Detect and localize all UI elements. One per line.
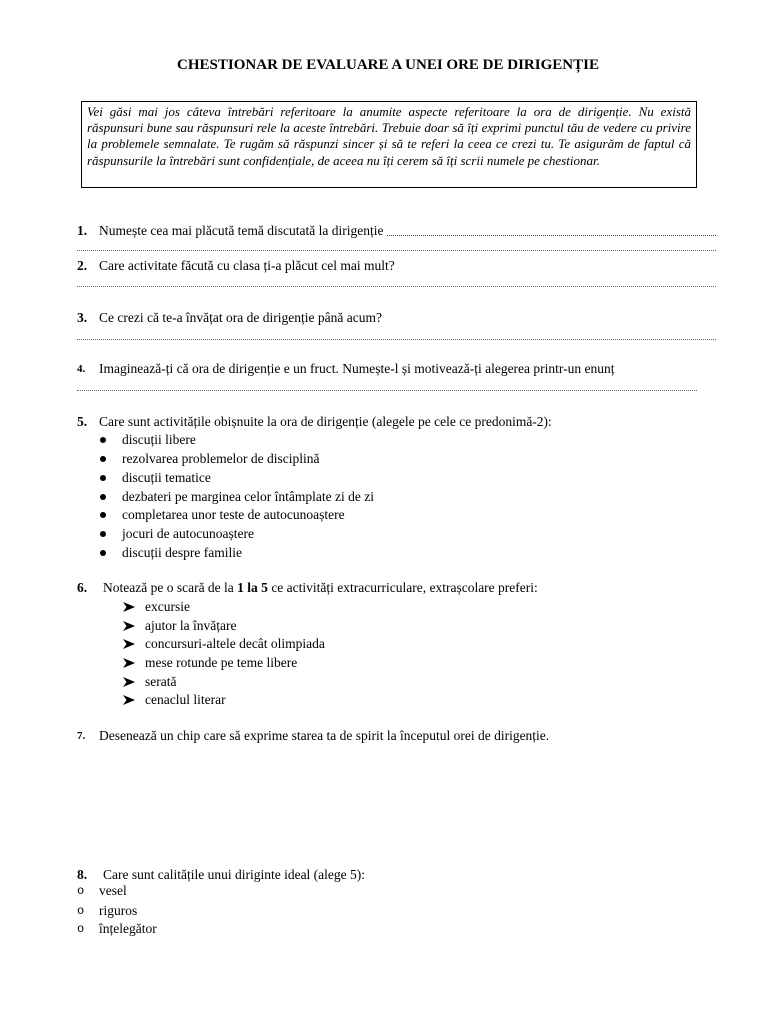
option-text: completarea unor teste de autocunoaștere	[122, 507, 345, 522]
bullet-icon	[100, 456, 106, 462]
page-title: CHESTIONAR DE EVALUARE A UNEI ORE DE DIRIGENȚIE	[177, 57, 599, 73]
option-text: concursuri-altele decât olimpiada	[145, 636, 325, 651]
question-text: Care sunt calitățile unui diriginte ideal (alege 5):	[103, 867, 366, 882]
option-text: mese rotunde pe teme libere	[145, 655, 298, 670]
question-text: Desenează un chip care să exprime starea ta de spirit la începutul orei de dirigenție.	[99, 728, 550, 743]
arrowhead-icon	[123, 695, 135, 705]
question-number: 5.	[77, 414, 88, 429]
option-text: cenaclul literar	[145, 692, 226, 707]
question-number: 4.	[77, 363, 86, 375]
scale-range: 1 la 5	[237, 580, 268, 595]
option-text: înțelegător	[99, 921, 157, 936]
bullet-icon	[100, 494, 106, 500]
bullet-icon	[100, 550, 106, 556]
circle-bullet-icon: o	[77, 922, 85, 936]
question-text: Care activitate făcută cu clasa ți-a plăcut cel mai mult?	[99, 258, 395, 273]
option-text: riguros	[99, 903, 138, 918]
answer-line-3	[77, 339, 716, 340]
bullet-icon	[100, 475, 106, 481]
answer-line-1	[77, 250, 716, 251]
arrowhead-icon	[123, 639, 135, 649]
question-text: Ce crezi că te-a învățat ora de dirigenție până acum?	[99, 310, 382, 325]
bullet-icon	[100, 437, 106, 443]
option-text: rezolvarea problemelor de disciplină	[122, 451, 320, 466]
option-text: discuții libere	[122, 432, 196, 447]
option-text: excursie	[145, 599, 190, 614]
option-text: dezbateri pe marginea celor întâmplate zi de zi	[122, 489, 374, 504]
option-text: discuții despre familie	[122, 545, 242, 560]
question-text: Numește cea mai plăcută temă discutată la dirigenție	[99, 223, 384, 238]
option-text: discuții tematice	[122, 470, 211, 485]
arrowhead-icon	[123, 677, 135, 687]
option-text: vesel	[99, 883, 127, 898]
option-text: jocuri de autocunoaștere	[122, 526, 254, 541]
bullet-icon	[100, 512, 106, 518]
question-1	[77, 222, 716, 240]
question-text-start: Notează pe o scară de la	[103, 580, 238, 595]
question-text	[103, 579, 538, 597]
option-text: serată	[145, 674, 177, 689]
option-text: ajutor la învățare	[145, 618, 237, 633]
intro-box: Vei găsi mai jos câteva întrebări referitoare la anumite aspecte referitoare la ora de dirigenție. Nu există răspunsuri bune sau răspunsuri rele la aceste întrebări. Trebuie doar să îți exprimi punctul tău de vedere cu privire la problemele semnalate. Te rugăm să răspunzi sincer și să te referi la ceea ce crezi tu. Te asigurăm de faptul că răspunsurile la întrebări sunt confidențiale, de aceea nu îți cerem să îți scrii numele pe chestionar.	[81, 101, 697, 188]
question-text-end: ce activități extracurriculare, extrașcolare preferi:	[267, 580, 538, 595]
circle-bullet-icon: o	[77, 904, 85, 918]
question-number: 8.	[77, 867, 88, 882]
question-number: 2.	[77, 258, 88, 273]
question-number: 7.	[77, 730, 86, 742]
question-text: Imaginează-ți că ora de dirigenție e un fruct. Numește-l și motivează-ți alegerea printr-un enunț	[99, 361, 615, 376]
answer-line-4	[77, 390, 697, 391]
arrowhead-icon	[123, 621, 135, 631]
question-text: Care sunt activitățile obișnuite la ora de dirigenție (alegele pe cele ce predonimă-2):	[99, 414, 552, 429]
answer-leader	[387, 235, 716, 236]
circle-bullet-icon: o	[77, 884, 85, 898]
question-1-line	[99, 222, 716, 240]
arrowhead-icon	[123, 602, 135, 612]
bullet-icon	[100, 531, 106, 537]
question-number: 1.	[77, 223, 88, 238]
question-number: 3.	[77, 310, 88, 325]
answer-line-2	[77, 286, 716, 287]
question-number: 6.	[77, 580, 88, 595]
arrowhead-icon	[123, 658, 135, 668]
